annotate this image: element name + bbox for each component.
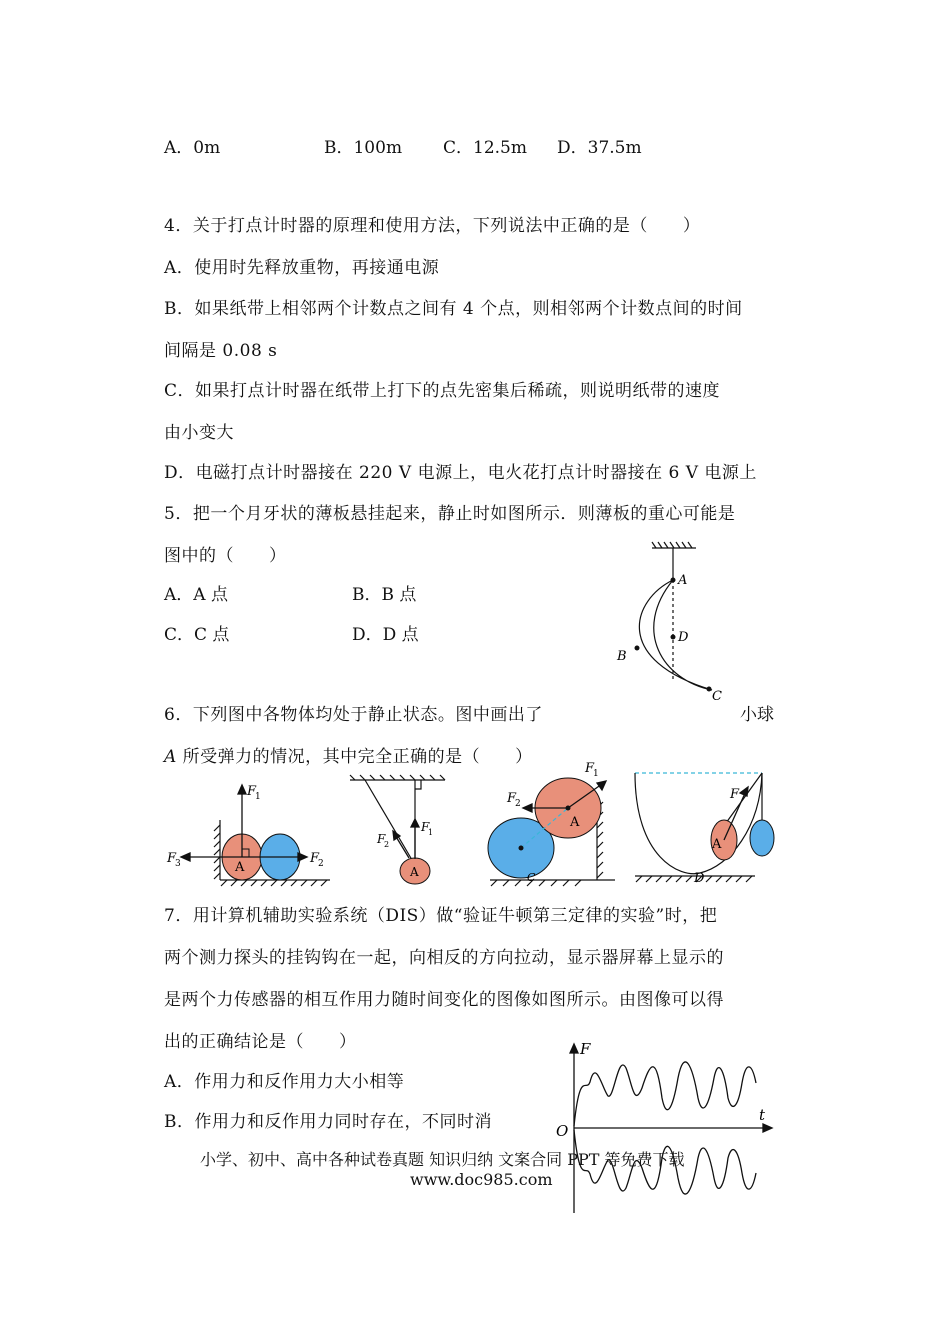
q3-option-d: D．37.5m xyxy=(557,138,642,158)
footer-website-link[interactable]: www.doc985.com xyxy=(410,1170,553,1189)
q3-option-c: C．12.5m xyxy=(443,138,527,158)
q5-option-a: A．A 点 xyxy=(164,585,228,605)
q4-stem: 4．关于打点计时器的原理和使用方法，下列说法中正确的是（ ） xyxy=(164,216,701,236)
q6-fig1-f1: F xyxy=(247,784,257,799)
q5-crescent-figure xyxy=(612,540,732,710)
q4-option-c-line1: C．如果打点计时器在纸带上打下的点先密集后稀疏，则说明纸带的速度 xyxy=(164,381,721,401)
q7-stem-line3: 是两个力传感器的相互作用力随时间变化的图像如图所示。由图像可以得 xyxy=(164,990,724,1010)
q5-stem-line2: 图中的（ ） xyxy=(164,546,287,566)
q6-fig3-f2: F xyxy=(507,791,517,806)
q6-fig3-f1: F xyxy=(585,761,595,776)
q5-option-c: C．C 点 xyxy=(164,625,230,645)
q6-fig2-f2-sub: 2 xyxy=(384,840,390,849)
q7-graph-y-label: F xyxy=(580,1040,591,1058)
q7-stem-line1: 7．用计算机辅助实验系统（DIS）做“验证牛顿第三定律的实验”时，把 xyxy=(164,906,718,926)
q6-fig3-f1-sub: 1 xyxy=(593,769,599,779)
q6-stem-line2-rest: 所受弹力的情况，其中完全正确的是（ ） xyxy=(176,747,533,767)
q6-fig2-f1: F xyxy=(421,820,430,834)
footer-line1: 小学、初中、高中各种试卷真题 知识归纳 文案合同 PPT 等免费下载 xyxy=(200,1150,685,1169)
q4-option-b-line1: B．如果纸带上相邻两个计数点之间有 4 个点，则相邻两个计数点间的时间 xyxy=(164,299,743,319)
q4-option-c-line2: 由小变大 xyxy=(164,423,234,443)
q5-stem-line1: 5．把一个月牙状的薄板悬挂起来，静止时如图所示．则薄板的重心可能是 xyxy=(164,504,736,524)
q6-fig3-f2-sub: 2 xyxy=(515,799,521,809)
q7-stem-line2: 两个测力探头的挂钩钩在一起，向相反的方向拉动，显示器屏幕上显示的 xyxy=(164,948,724,968)
q6-fig2-ball-label: A xyxy=(410,865,419,879)
q5-label-b: B xyxy=(617,649,627,664)
q6-fig3-ball-label: A xyxy=(570,815,580,830)
q6-fig1-f3: F xyxy=(167,851,177,866)
q7-graph-origin-label: O xyxy=(556,1122,569,1140)
q5-label-c: C xyxy=(712,689,722,704)
q4-option-b-line2: 间隔是 0.08 s xyxy=(164,341,278,361)
q6-figure-4 xyxy=(630,768,780,888)
q6-stem-line1-right: 小球 xyxy=(740,705,774,725)
q4-option-a: A．使用时先释放重物，再接通电源 xyxy=(164,258,440,278)
q6-figure-3 xyxy=(485,760,625,885)
q6-fig1-f1-sub: 1 xyxy=(255,792,261,802)
q6-ball-name: A xyxy=(164,747,177,767)
q7-stem-line4: 出的正确结论是（ ） xyxy=(164,1032,357,1052)
q5-option-d: D．D 点 xyxy=(352,625,419,645)
q7-graph-x-label: t xyxy=(759,1106,766,1124)
q6-fig1-f2-sub: 2 xyxy=(318,859,324,869)
q7-force-time-graph xyxy=(552,1038,782,1218)
q7-option-b: B．作用力和反作用力同时存在，不同时消 xyxy=(164,1112,492,1132)
q6-fig2-f1-sub: 1 xyxy=(428,828,434,837)
q6-figure-2 xyxy=(345,775,455,890)
q6-fig3-c-label: C xyxy=(527,871,536,884)
q5-label-d: D xyxy=(678,630,689,645)
q4-option-d: D．电磁打点计时器接在 220 V 电源上，电火花打点计时器接在 6 V 电源上 xyxy=(164,463,757,483)
q3-option-a: A．0m xyxy=(164,138,221,158)
q6-stem-line1-left: 6．下列图中各物体均处于静止状态。图中画出了 xyxy=(164,705,543,725)
q3-option-b: B．100m xyxy=(324,138,403,158)
q6-figure-1 xyxy=(165,775,340,890)
q6-stem-line2 xyxy=(164,746,533,768)
q6-fig4-ball-label: A xyxy=(712,837,722,852)
q6-fig1-f2: F xyxy=(310,851,320,866)
q6-fig1-f3-sub: 3 xyxy=(175,859,181,869)
q5-label-a: A xyxy=(678,573,688,588)
q7-option-a: A．作用力和反作用力大小相等 xyxy=(164,1072,405,1092)
q5-option-b: B．B 点 xyxy=(352,585,417,605)
q6-fig2-f2: F xyxy=(377,832,386,846)
q6-fig4-f: F xyxy=(730,787,740,802)
q6-fig4-d-label: D xyxy=(694,871,705,886)
q6-fig1-ball-label: A xyxy=(235,860,245,875)
